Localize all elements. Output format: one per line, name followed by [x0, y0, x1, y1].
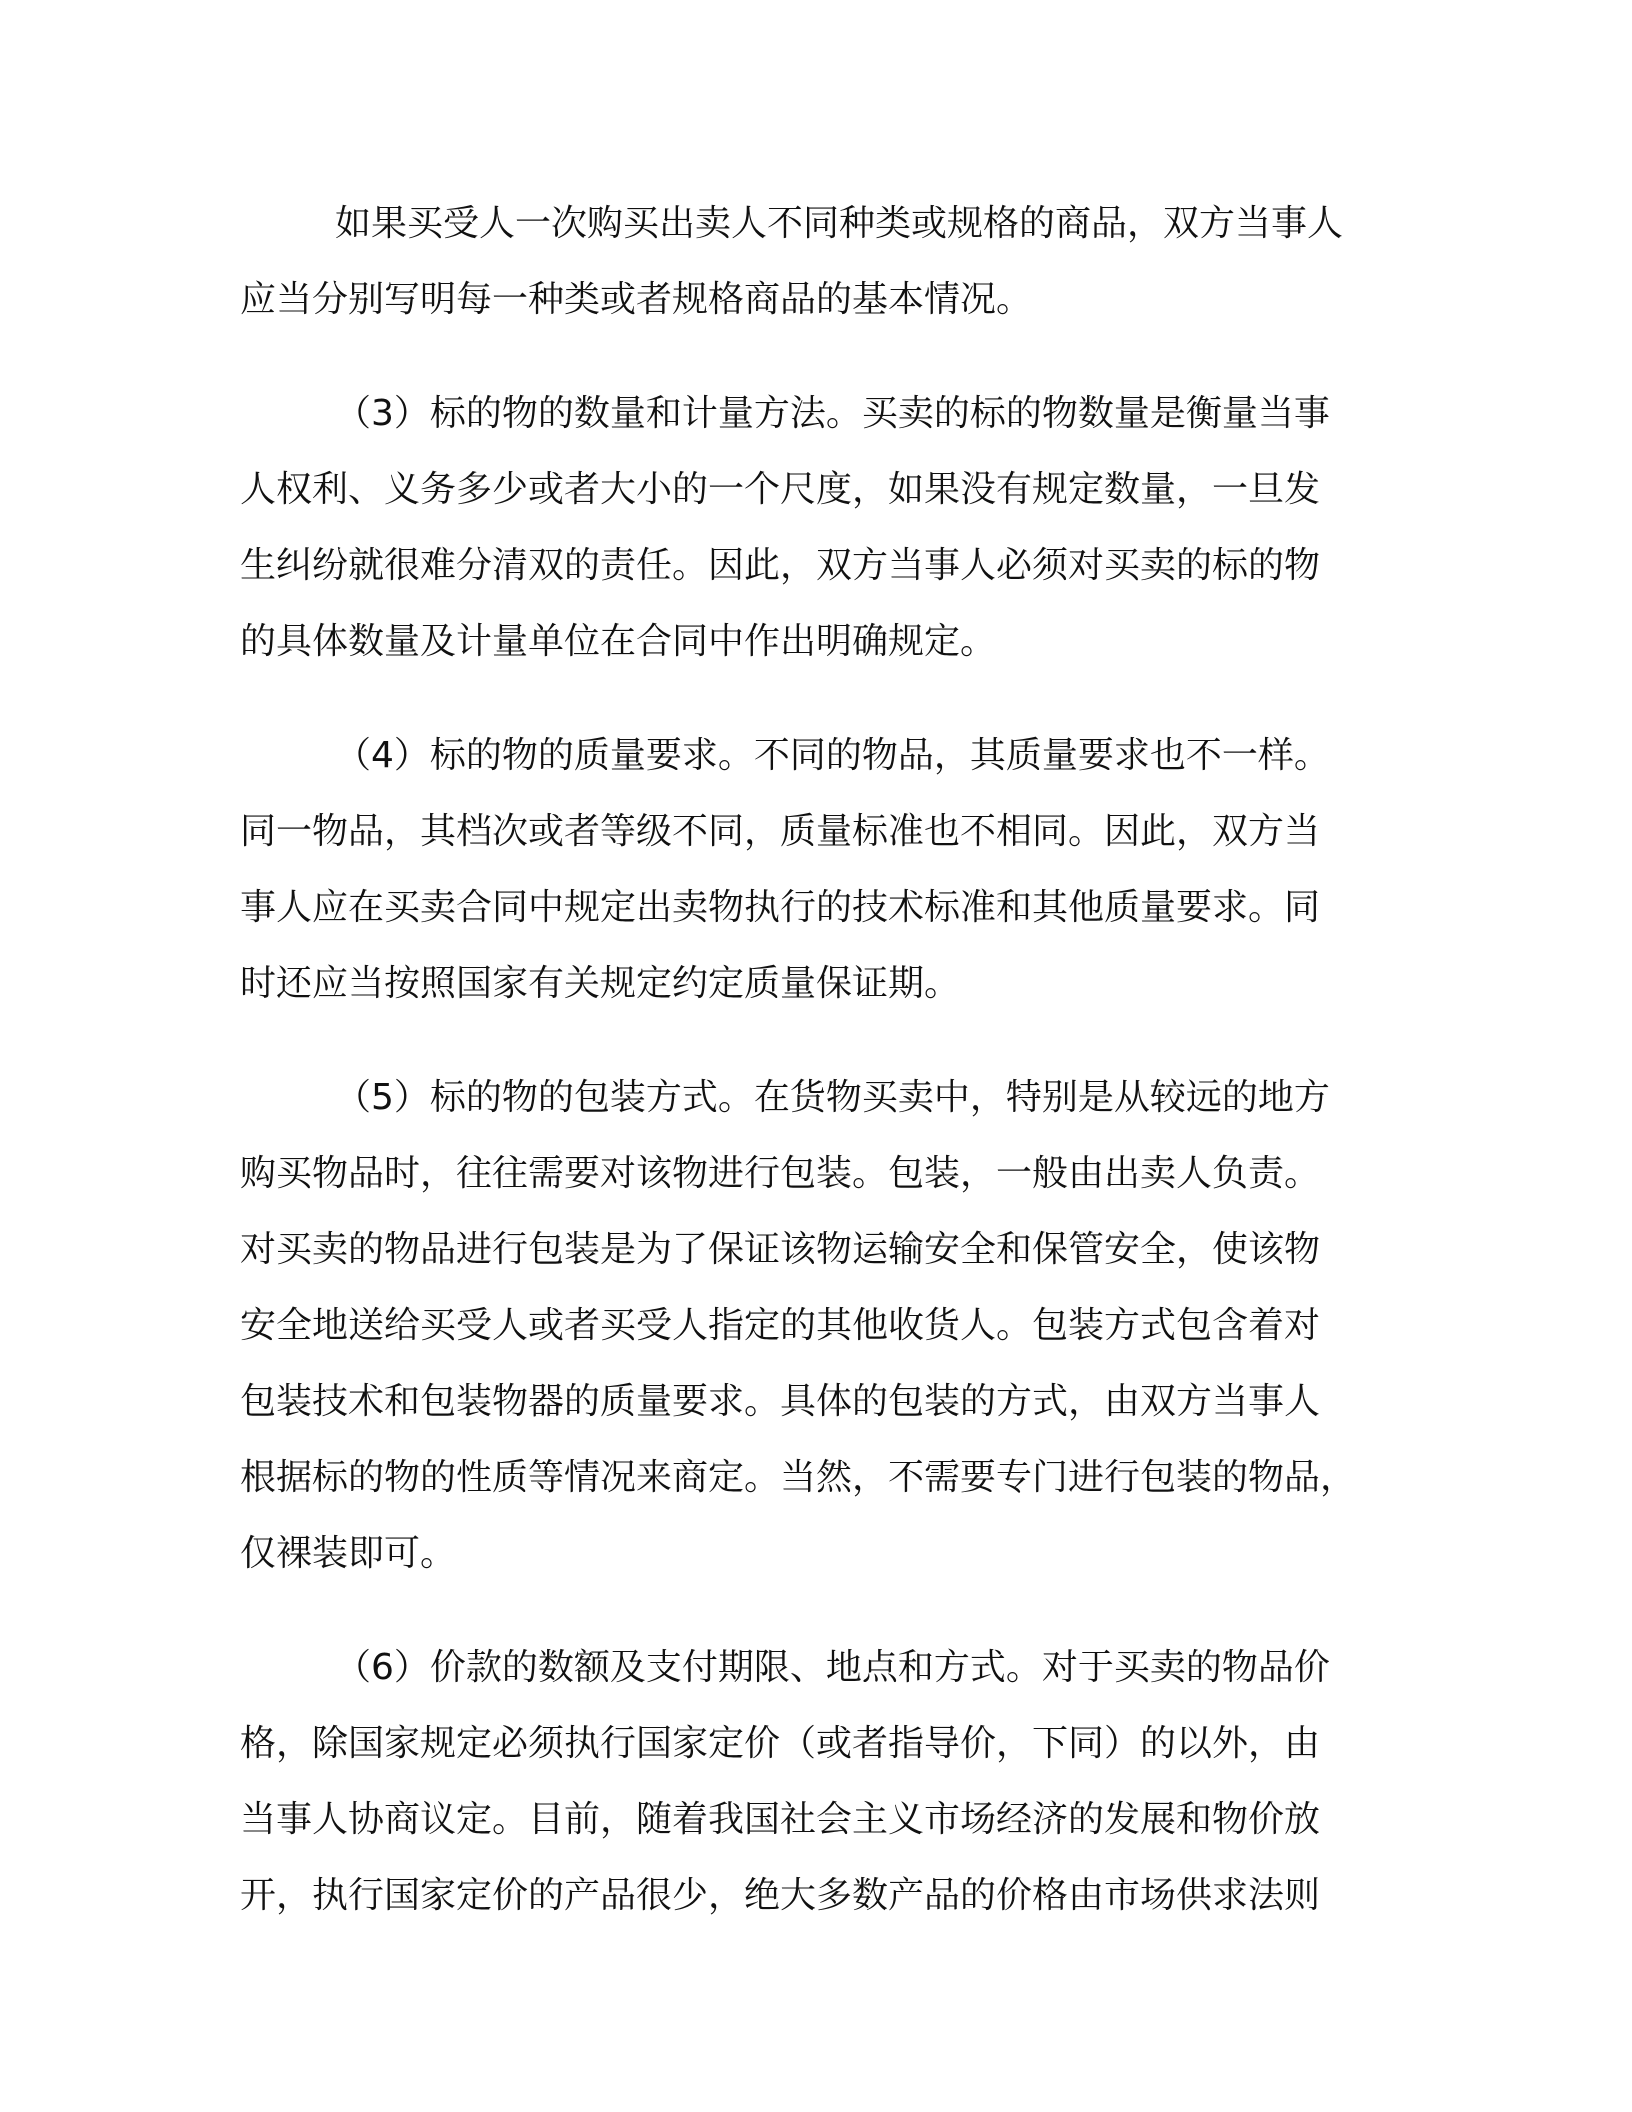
paragraph-line: 事人应在买卖合同中规定出卖物执行的技术标准和其他质量要求。同 — [240, 887, 1321, 928]
paragraph-line: 人权利、义务多少或者大小的一个尺度，如果没有规定数量，一旦发 — [240, 469, 1321, 510]
paragraph-line: （4）标的物的质量要求。不同的物品，其质量要求也不一样。 — [335, 735, 1330, 776]
paragraph-line: 根据标的物的性质等情况来商定。当然，不需要专门进行包装的物品， — [240, 1457, 1357, 1498]
body-text — [240, 186, 1380, 1934]
paragraph-line: 格，除国家规定必须执行国家定价（或者指导价，下同）的以外，由 — [240, 1723, 1321, 1764]
paragraph-multiple-goods — [240, 186, 1380, 338]
paragraph-line: 对买卖的物品进行包装是为了保证该物运输安全和保管安全，使该物 — [240, 1229, 1321, 1270]
paragraph-line: 安全地送给买受人或者买受人指定的其他收货人。包装方式包含着对 — [240, 1305, 1321, 1346]
paragraph-line: 应当分别写明每一种类或者规格商品的基本情况。 — [240, 279, 1033, 320]
paragraph-line: 仅裸装即可。 — [240, 1533, 457, 1574]
paragraph-packaging — [240, 1060, 1380, 1592]
paragraph-line: 购买物品时，往往需要对该物进行包装。包装，一般由出卖人负责。 — [240, 1153, 1321, 1194]
paragraph-quantity — [240, 376, 1380, 680]
paragraph-line: 当事人协商议定。目前，随着我国社会主义市场经济的发展和物价放 — [240, 1799, 1321, 1840]
paragraph-line: （6）价款的数额及支付期限、地点和方式。对于买卖的物品价 — [335, 1647, 1330, 1688]
paragraph-line: 开，执行国家定价的产品很少，绝大多数产品的价格由市场供求法则 — [240, 1875, 1321, 1916]
paragraph-line: 的具体数量及计量单位在合同中作出明确规定。 — [240, 621, 997, 662]
paragraph-line: （5）标的物的包装方式。在货物买卖中，特别是从较远的地方 — [335, 1077, 1330, 1118]
paragraph-line: 时还应当按照国家有关规定约定质量保证期。 — [240, 963, 961, 1004]
paragraph-line: 如果买受人一次购买出卖人不同种类或规格的商品，双方当事人 — [335, 203, 1344, 244]
paragraph-quality — [240, 718, 1380, 1022]
paragraph-line: 包装技术和包装物器的质量要求。具体的包装的方式，由双方当事人 — [240, 1381, 1321, 1422]
paragraph-line: 生纠纷就很难分清双的责任。因此，双方当事人必须对买卖的标的物 — [240, 545, 1321, 586]
paragraph-line: （3）标的物的数量和计量方法。买卖的标的物数量是衡量当事 — [335, 393, 1330, 434]
paragraph-line: 同一物品，其档次或者等级不同，质量标准也不相同。因此，双方当 — [240, 811, 1321, 852]
paragraph-price — [240, 1630, 1380, 1934]
